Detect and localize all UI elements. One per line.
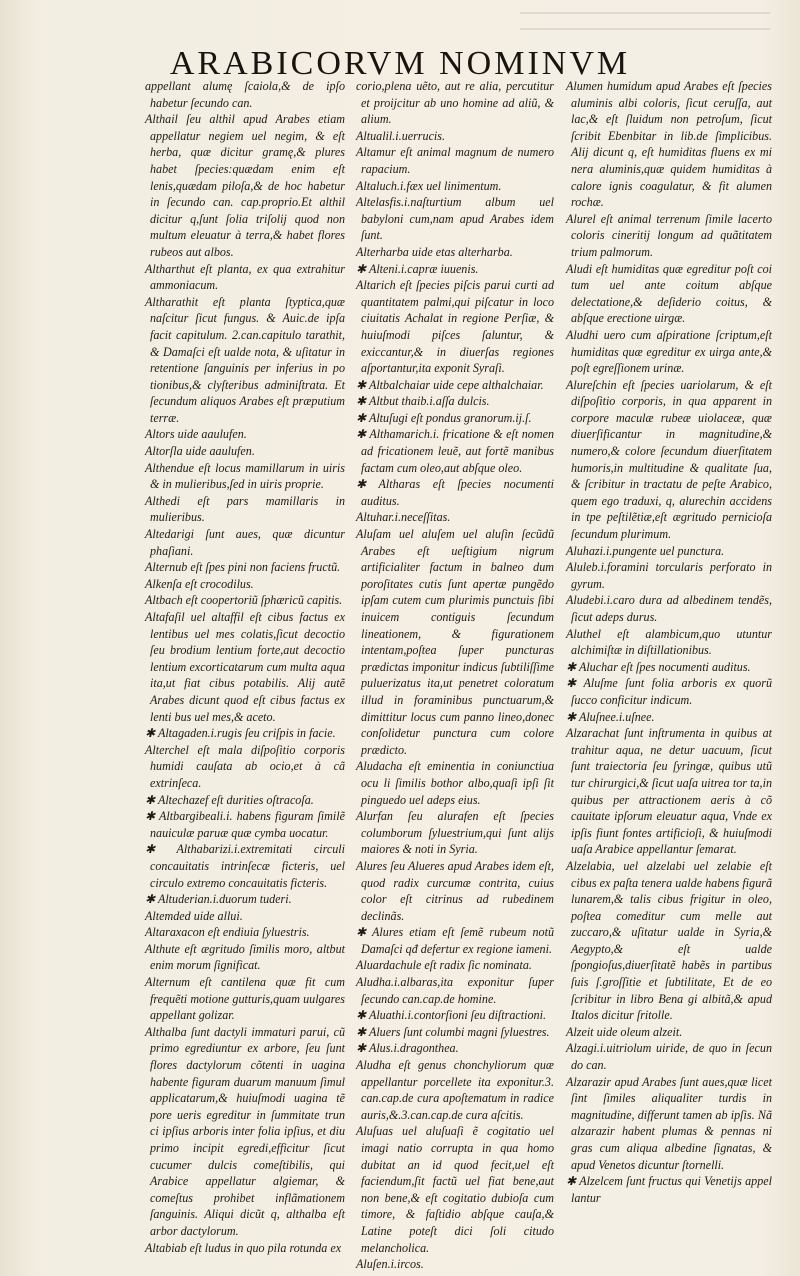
dictionary-entry: Altarich eſt ſpecies piſcis parui curti ad quantitatem palmi,qui piſcatur in loco ciuitatis Achalat in regione Perſiæ, & huiuſmodi piſces ſaluntur, & exiccantur,& in diuerſas regiones aſportantur,ita exponit Syraſi. bbox=[356, 278, 554, 376]
dictionary-entry: ✱ Alteni.i.capræ iuuenis. bbox=[356, 261, 479, 276]
dictionary-entry: ✱ Althabarizi.i.extremitati circuli concauitatis intrinſecæ ficteris, uel circulo extremo concauitatis ficteris. bbox=[145, 842, 345, 890]
dictionary-entry: Althute eſt ægritudo ſimilis moro, altbut enim morum ſignificat. bbox=[145, 941, 345, 973]
dictionary-entry: Aludi eſt humiditas quæ egreditur poſt coi tum uel ante coitum abſque delectatione,& deſiderio coitus, & abſque erectione uirgæ. bbox=[566, 261, 772, 326]
dictionary-entry: ✱ Aluathi.i.contorſioni ſeu diſtractioni. bbox=[356, 1008, 546, 1023]
dictionary-entry: ✱ Altbargibeali.i. habens figuram ſimilẽ nauiculæ paruæ quæ cymba uocatur. bbox=[145, 809, 345, 840]
dictionary-entry: Althail ſeu althil apud Arabes etiam appellatur negiem uel negim, & eſt herba, quæ dicitur gramę,& plures habet ſpecies:quædam enim eſt lenis,quædam piloſa,& de hoc habetur in ſecundo can. cap.proprio.Et althil dicitur q,ſunt ſolia triſolij quod non multum eleuatur à terra,& habet flores rubeos aut albos. bbox=[145, 112, 345, 259]
dictionary-entry: Altharathit eſt planta ſtyptica,quæ naſcitur ſicut fungus. & Auic.de ipſa facit capitulum. 2.can.capitulo tarathit, & Damaſci eſt ualde nota, & uſitatur in retentione ſanguinis per inferius in po tionibus,& clyſteribus adminiſtrata. Et ſecundum aliquos Arabes eſt præputium terræ. bbox=[145, 294, 345, 425]
dictionary-entry: Alterchel eſt mala diſpoſitio corporis humidi cauſata ab ocio,et à cã extrinſeca. bbox=[145, 742, 345, 790]
dictionary-entry: Altualil.i.uerrucis. bbox=[356, 128, 446, 143]
dictionary-entry: Altaluch.i.fæx uel linimentum. bbox=[356, 178, 502, 193]
dictionary-entry: Aluthel eſt alambicum,quo utuntur alchimiſtæ in diſtillationibus. bbox=[566, 626, 772, 658]
dictionary-entry: Alurfan ſeu alurafen eſt ſpecies columborum ſyluestrium,qui ſunt alijs maiores & noti in Syria. bbox=[356, 809, 554, 857]
dictionary-entry: Altaraxacon eſt endiuia ſyluestris. bbox=[145, 925, 310, 940]
dictionary-entry: Aludebi.i.caro dura ad albedinem tendẽs, ſicut adeps durus. bbox=[566, 593, 772, 624]
dictionary-entry: ✱ Altbalchaiar uide cepe althalchaiar. bbox=[356, 377, 544, 392]
dictionary-entry: ✱ Altuderian.i.duorum tuderi. bbox=[145, 892, 292, 907]
dictionary-entry: Aludha.i.albaras,ita exponitur ſuper ſecundo can.cap.de homine. bbox=[356, 975, 554, 1006]
dictionary-entry: Aludha eſt genus chonchyliorum quæ appellantur porcellete ita exponitur.3. can.cap.de cura apoſtematum in radice auris,&.3.can.cap.de cura aſcitis. bbox=[356, 1058, 554, 1122]
dictionary-entry: ✱ Alus.i.dragonthea. bbox=[356, 1041, 459, 1056]
dictionary-entry: ✱ Altagaden.i.rugis ſeu criſpis in facie. bbox=[145, 726, 336, 741]
dictionary-entry: Alzelabia, uel alzelabi uel zelabie eſt cibus ex paſta tenera ualde habens figurã lunarem,& talis cibus frigitur in oleo, poſtea comeditur cum melle aut zuccaro,& uſitatur ualde in Syria,& Aegypto,& eſt ualde ſpongioſus,diuerſitatẽ habẽs in partibus ſuis ſ.groſſitie et ſubtilitate, Et de eo ſcribitur in libro Bena gi albitã,& apud Italos dicitur ſritolle. bbox=[566, 858, 772, 1023]
dictionary-entry: Althendue eſt locus mamillarum in uiris & in mulieribus,ſed in uiris proprie. bbox=[145, 460, 345, 492]
dictionary-entry: Alumen humidum apud Arabes eſt ſpecies aluminis albi coloris, ſicut ceruſſa, aut lac,& eſt ſluidum non petroſum, ſicut ſcribit Ebenbitar in lib.de ſimplicibus. Alij dicunt q, eſt humiditas fluens ex mi nera aluminis,quæ quidem humiditas à calore ignis coagulatur, & fit alumen rochæ. bbox=[566, 79, 772, 210]
dictionary-entry: Altharthut eſt planta, ex qua extrahitur ammoniacum. bbox=[145, 261, 345, 293]
dictionary-entry: Aluleb.i.foramini torcularis perforato in gyrum. bbox=[566, 560, 772, 591]
dictionary-entry: ✱ Aluchar eſt ſpes nocumenti auditus. bbox=[566, 659, 751, 674]
dictionary-entry: Alternum eſt cantilena quæ fit cum frequẽti motione gutturis,quam uulgares appellant golizar. bbox=[145, 975, 345, 1023]
dictionary-entry: Altedarigi ſunt aues, quæ dicuntur phaſiani. bbox=[145, 527, 345, 558]
dictionary-entry: ✱ Altbut thaib.i.aſſa dulcis. bbox=[356, 394, 490, 409]
text-column-right bbox=[566, 78, 772, 1208]
dictionary-entry: ✱ Aluſnee.i.uſnee. bbox=[566, 709, 655, 724]
text-column-middle bbox=[356, 78, 554, 1272]
text-column-left bbox=[145, 78, 345, 1255]
dictionary-entry: Aludhi uero cum aſpiratione ſcriptum,eſt humiditas quæ egreditur ex uirga ante,& poſt egreſſionem urinæ. bbox=[566, 327, 772, 376]
dictionary-entry: ✱ Alures etiam eſt ſemẽ rubeum notũ Damaſci qđ defertur ex regione iameni. bbox=[356, 925, 554, 956]
dictionary-entry: ✱ Aluers ſunt columbi magni ſyluestres. bbox=[356, 1024, 550, 1039]
dictionary-entry: ✱ Altuſugi eſt pondus granorum.ij.ſ. bbox=[356, 410, 532, 425]
dictionary-entry: Aluſen.i.ircos. bbox=[356, 1257, 424, 1272]
dictionary-entry: ✱ Althamarich.i. fricatione & eſt nomen ad fricationem leuẽ, aut fortẽ manibus factam cum oleo,aut abſque oleo. bbox=[356, 427, 554, 475]
dictionary-entry: Altamur eſt animal magnum de numero rapacium. bbox=[356, 145, 554, 176]
page-title: ARABICORVM NOMINVM bbox=[169, 45, 631, 82]
dictionary-entry: Alzarachat ſunt inſtrumenta in quibus at trahitur aqua, ne detur uacuum, ſicut ſunt traiectoria ſeu ſyringæ, quibus utũ tur chirurgici,& ſicut uaſa uitrea tor ta,in quibus per attractionem aeris à cõ cauitate ipſorum eleuatur aqua, Vnde ex ipſis fiunt fontes artificioſi, & huiuſmodi uaſa Arabice appellantur ſemarat. bbox=[566, 726, 772, 857]
dictionary-entry: Alzeit uide oleum alzeit. bbox=[566, 1024, 683, 1039]
dictionary-entry: ✱ Aluſme ſunt folia arboris ex quorũ ſucco conficitur indicum. bbox=[566, 676, 772, 707]
dictionary-entry: Alureſchin eſt ſpecies uariolarum, & eſt diſpoſitio corporis, in qua apparent in corpore maculæ rubeæ uiolaceæ, quæ diuerſificantur in magnitudine,& numero,& colore ſecundum diuerſitatem humoris,in multitudine & qualitate ſua, & ſcribitur in tractatu de peſte Arabico, quem ego traduxi, q, alurechin accidens in tpe peſtilẽtiæ,eſt ægritudo pernicioſa ſecundum plurimum. bbox=[566, 377, 772, 542]
dictionary-entry: Altemded uide allui. bbox=[145, 908, 243, 923]
dictionary-entry: Althalba ſunt dactyli immaturi parui, cũ primo egrediuntur ex arbore, ſeu ſunt flores dactylorum cõtenti in uagina habente figuram duarum manuum ſimul applicatarum,& huiuſmodi uagina tẽ pore ueris egreditur in ſummitate trun ci ipſius arboris inter folia ipſius, et diu primo incipit egredi,efficitur ſicut cucumer dulcis comeſtibilis, qui Arabice appellatur algiemar, & comeſtus prohibet inflãmationem ſanguinis. Aliqui dicũt q, althalba eſt arbor dactylorum. bbox=[145, 1024, 345, 1238]
dictionary-entry: Altelasfis.i.naſturtium album uel babyloni cum,nam apud Arabes idem ſunt. bbox=[356, 195, 554, 243]
dictionary-entry: Altabiab eſt ludus in quo pila rotunda ex bbox=[145, 1240, 342, 1255]
dictionary-entry: Aluſuas uel aluſuaſi ẽ cogitatio uel imagi natio corrupta in qua homo dubitat an id quod fecit,uel eſt faciendum,ſit factũ uel fiat bene,aut non bene,& eſt cogitatio dubioſa cum timore, & faſtidio abſque cauſa,& Latine poteſt dici ſoli citudo melancholica. bbox=[356, 1124, 554, 1255]
dictionary-entry: Altbach eſt coopertoriũ ſphæricũ capitis. bbox=[145, 593, 343, 608]
dictionary-entry: Alurel eſt animal terrenum ſimile lacerto coloris cineritij longum ad quãtitatem trium palmorum. bbox=[566, 211, 772, 259]
dictionary-entry: Altors uide aaulufen. bbox=[145, 427, 247, 442]
dictionary-entry: Altafaſil uel altaffil eſt cibus factus ex lentibus uel mes colatis,ſicut decoctio ſeu brodium lentium forte,aut decoctio lentium excorticatarum cum multa aqua ita,ut fiat cibus potabilis. Alij autẽ Arabes dicunt quod eſt cibus factus ex lenti bus uel mes,& aceto. bbox=[145, 610, 345, 724]
dictionary-entry: ✱ Altharas eſt ſpecies nocumenti auditus. bbox=[356, 477, 554, 508]
dictionary-entry: corio,plena uẽto, aut re alia, percutitur et proijcitur ab uno homine ad aliũ, & alium. bbox=[356, 79, 554, 127]
dictionary-entry: Althedi eſt pars mamillaris in mulieribus. bbox=[145, 493, 345, 525]
dictionary-entry: Alternub eſt ſpes pini non faciens fructũ. bbox=[145, 560, 341, 575]
dictionary-entry: ✱ Alzelcem ſunt fructus qui Venetijs appel lantur bbox=[566, 1174, 772, 1205]
dictionary-entry: Aluhazi.i.pungente uel punctura. bbox=[566, 543, 725, 558]
dictionary-entry: Alzagi.i.uitriolum uiride, de quo in ſecun do can. bbox=[566, 1041, 772, 1073]
dictionary-entry: Aludacha eſt eminentia in coniunctiua ocu li ſimilis bothor albo,quaſi ipſi ſit pinguedo uel adeps eius. bbox=[356, 759, 554, 807]
dictionary-entry: Alures ſeu Alueres apud Arabes idem eſt, quod radix curcumæ contrita, cuius color eſt citrinus ad rubedinem declinãs. bbox=[356, 858, 554, 923]
dictionary-entry: Aluſam uel aluſem uel aluſin ſecũdũ Arabes eſt ueſtigium nigrum artificialiter factum in balneo dum poroſitates cutis ſunt apertæ pungẽdo ipſam cutem cum plurimis punctuis ſibi inuicem contiguis ſecundum lineationem, & figurationem intentam,poſtea ſuper puncturas prædictas imponitur indicus ſubtiliſſime puluerizatus ita,ut penetret coloratum illud in foraminibus punctuarum,& dimittitur locus cum panno lineo,donec conſolidetur punctura cum colore prædicto. bbox=[356, 527, 554, 757]
dictionary-entry: Altuhar.i.neceſſitas. bbox=[356, 510, 451, 525]
dictionary-entry: appellant alumę ſcaiola,& de ipſo habetur ſecundo can. bbox=[145, 79, 345, 110]
dictionary-entry: Aluardachule eſt radix ſic nominata. bbox=[356, 958, 532, 973]
dictionary-entry: Alkenſa eſt crocodilus. bbox=[145, 576, 254, 591]
dictionary-entry: Alzarazir apud Arabes ſunt aues,quæ licet ſint ſimiles aliqualiter turdis in magnitudine, differunt tamen ab ipſis. Nã alzarazir habent plumas & pennas ni gras cum aliqua albedine ſignatas, & apud Venetos dicuntur ſtornelli. bbox=[566, 1074, 772, 1172]
dictionary-entry: Altorſla uide aaulufen. bbox=[145, 444, 255, 459]
dictionary-entry: ✱ Altechazef eſt durities oſtracoſa. bbox=[145, 792, 314, 807]
dictionary-entry: Alterharba uide etas alterharba. bbox=[356, 244, 513, 259]
